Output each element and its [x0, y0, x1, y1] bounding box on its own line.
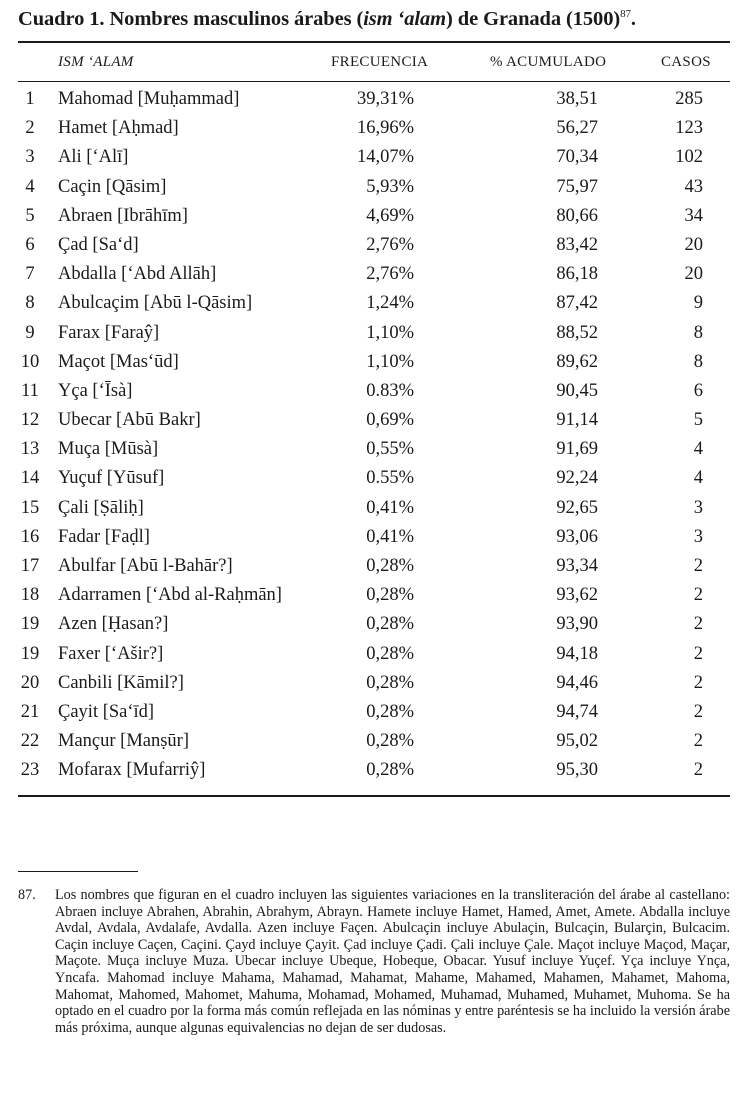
row-name: Yça [‘Īsà] — [58, 380, 133, 401]
row-number: 15 — [20, 497, 40, 518]
title-period: . — [630, 8, 636, 30]
title-text: Cuadro 1. Nombres masculinos árabes ( — [18, 8, 364, 30]
row-frecuencia: 39,31% — [356, 89, 414, 109]
row-acumulado: 80,66 — [556, 205, 598, 226]
row-name: Azen [Ḥasan?] — [58, 614, 169, 635]
row-frecuencia: 0,28% — [366, 556, 414, 576]
row-name: Abulcaçim [Abū l-Qāsim] — [58, 293, 253, 314]
row-number: 10 — [20, 351, 40, 372]
row-casos: 3 — [693, 497, 703, 518]
row-frecuencia: 0,28% — [366, 760, 414, 781]
footnote-text: Los nombres que figuran en el cuadro incluyen las siguientes variaciones en la transliteración del árabe al castellano: Abraen incluye Abrahen, Abrahin, Abrahym, Abrayn. Hamete incluye Hamet, Hamed, Amet, Amete. Abdalla incluye Avdal, Avdala, Avdalafe, Avdalla. Azen incluye Façen. Abulcaçin incluye Abulaçin, Bulcaçin, Bularçin, Bulcacim. Caçin incluye Caçen, Caçini. Çayd incluye Çayit. Çad incluye Çadi. Çali incluye Çale. Maçot incluye Maçod, Maçar, Maçote. Muça incluye Muza. Ubecar incluye Ubeque, Hobeque, Obacar. Yusuf incluye Yuçef. Yça incluye Ynça, Yncafa. Mahomad incluye Mahama, Mahamad, Mahamat, Mahame, Mahamed, Mahamen, Mahamet, Mahoma, Mahomat, Mahomed, Mahomet, Mahuma, Mohamad, Mohamed, Muhamad, Muhamed, Muhamet, Muhoma. Se ha optado en el cuadro por la forma más común reflejada en las nóminas y entre paréntesis se ha incluido la versión árabe más próxima, aunque algunas equivalencias no dejan de ser dudosas. — [55, 887, 730, 1036]
row-acumulado: 88,52 — [556, 322, 598, 343]
row-name: Muça [Mūsà] — [58, 439, 159, 460]
footnote-separator — [18, 871, 138, 872]
row-number: 19 — [20, 614, 40, 635]
row-casos: 20 — [684, 234, 703, 255]
table-row — [18, 87, 730, 116]
row-acumulado: 94,74 — [556, 701, 598, 722]
row-casos: 5 — [693, 410, 703, 431]
row-number: 9 — [25, 322, 35, 343]
row-frecuencia: 0,69% — [366, 410, 414, 431]
row-number: 20 — [20, 672, 40, 693]
row-name: Hamet [Aḥmad] — [58, 118, 179, 139]
table-row — [18, 700, 730, 729]
row-number: 12 — [20, 410, 40, 431]
row-frecuencia: 0,28% — [366, 672, 414, 693]
row-name: Fadar [Faḍl] — [58, 526, 150, 547]
table-row — [18, 291, 730, 320]
row-frecuencia: 0.55% — [366, 468, 414, 489]
title-italic-term: ism ‘alam — [363, 8, 447, 30]
table-row — [18, 525, 730, 554]
row-frecuencia: 4,69% — [366, 205, 414, 226]
row-casos: 20 — [684, 264, 703, 285]
row-acumulado: 93,62 — [556, 585, 598, 606]
row-casos: 2 — [693, 585, 703, 606]
row-casos: 2 — [693, 701, 703, 722]
row-frecuencia: 0,55% — [366, 439, 414, 460]
table-row — [18, 554, 730, 583]
row-number: 3 — [25, 147, 35, 168]
row-name: Farax [Faraŷ] — [58, 322, 160, 343]
row-number: 13 — [20, 439, 40, 460]
row-acumulado: 93,06 — [556, 526, 598, 547]
table-row — [18, 321, 730, 350]
table-bottom-rule — [18, 795, 730, 797]
row-name: Mahomad [Muḥammad] — [58, 89, 240, 109]
row-frecuencia: 2,76% — [366, 264, 414, 285]
row-acumulado: 95,30 — [556, 760, 598, 781]
row-number: 18 — [20, 585, 40, 606]
row-name: Mançur [Manṣūr] — [58, 731, 189, 752]
row-name: Çad [Sa‘d] — [58, 234, 139, 255]
footnote — [18, 887, 730, 1036]
row-casos: 3 — [693, 526, 703, 547]
row-name: Çali [Ṣāliḥ] — [58, 497, 144, 518]
row-acumulado: 93,90 — [556, 614, 598, 635]
row-acumulado: 87,42 — [556, 293, 598, 314]
row-acumulado: 90,45 — [556, 380, 598, 401]
table-row — [18, 466, 730, 495]
row-name: Abulfar [Abū l-Bahār?] — [58, 556, 233, 576]
table-row — [18, 262, 730, 291]
row-casos: 2 — [693, 672, 703, 693]
row-casos: 2 — [693, 731, 703, 752]
row-casos: 6 — [693, 380, 703, 401]
row-acumulado: 92,65 — [556, 497, 598, 518]
table-row — [18, 612, 730, 641]
row-name: Ubecar [Abū Bakr] — [58, 410, 201, 431]
row-casos: 8 — [693, 351, 703, 372]
table-row — [18, 671, 730, 700]
table-row — [18, 496, 730, 525]
row-frecuencia: 14,07% — [356, 147, 414, 168]
table-row — [18, 729, 730, 758]
row-number: 2 — [25, 118, 35, 139]
row-name: Faxer [‘Ašir?] — [58, 643, 164, 664]
row-frecuencia: 1,10% — [366, 351, 414, 372]
row-name: Mofarax [Mufarriŷ] — [58, 760, 206, 781]
row-number: 21 — [20, 701, 40, 722]
row-acumulado: 70,34 — [556, 147, 598, 168]
row-acumulado: 93,34 — [556, 556, 598, 576]
row-number: 19 — [20, 643, 40, 664]
row-number: 16 — [20, 526, 40, 547]
row-frecuencia: 1,10% — [366, 322, 414, 343]
table-row — [18, 233, 730, 262]
table-row — [18, 116, 730, 145]
row-casos: 2 — [693, 760, 703, 781]
header-casos: CASOS — [661, 54, 711, 70]
row-acumulado: 94,46 — [556, 672, 598, 693]
row-name: Çayit [Sa‘īd] — [58, 701, 155, 722]
row-casos: 2 — [693, 556, 703, 576]
header-ism-alam: ISM ‘ALAM — [58, 54, 134, 70]
row-casos: 4 — [693, 439, 703, 460]
row-number: 1 — [25, 89, 35, 109]
table-top-rule — [18, 41, 730, 43]
row-frecuencia: 0,28% — [366, 643, 414, 664]
row-casos: 4 — [693, 468, 703, 489]
row-acumulado: 83,42 — [556, 234, 598, 255]
table-row — [18, 204, 730, 233]
row-casos: 123 — [675, 118, 703, 139]
row-frecuencia: 0,28% — [366, 701, 414, 722]
table-row — [18, 408, 730, 437]
row-number: 22 — [20, 731, 40, 752]
row-number: 8 — [25, 293, 35, 314]
row-casos: 8 — [693, 322, 703, 343]
row-acumulado: 91,14 — [556, 410, 598, 431]
row-number: 17 — [20, 556, 40, 576]
row-casos: 2 — [693, 614, 703, 635]
table-row — [18, 379, 730, 408]
row-acumulado: 75,97 — [556, 176, 598, 197]
table-row — [18, 437, 730, 466]
row-frecuencia: 0,28% — [366, 731, 414, 752]
row-acumulado: 38,51 — [556, 89, 598, 109]
table-row — [18, 758, 730, 787]
table-row — [18, 175, 730, 204]
table-header-rule — [18, 81, 730, 82]
table-body — [18, 87, 730, 788]
row-frecuencia: 16,96% — [356, 118, 414, 139]
footnote-number: 87. — [18, 887, 36, 903]
row-frecuencia: 0.83% — [366, 380, 414, 401]
row-casos: 2 — [693, 643, 703, 664]
row-name: Caçin [Qāsim] — [58, 176, 167, 197]
row-acumulado: 95,02 — [556, 731, 598, 752]
row-acumulado: 94,18 — [556, 643, 598, 664]
row-number: 7 — [25, 264, 35, 285]
footnote-reference[interactable]: 87 — [620, 8, 631, 20]
row-frecuencia: 2,76% — [366, 234, 414, 255]
row-number: 14 — [20, 468, 40, 489]
row-name: Ali [‘Alī] — [58, 147, 129, 168]
row-frecuencia: 1,24% — [366, 293, 414, 314]
row-casos: 285 — [675, 89, 703, 109]
row-name: Abraen [Ibrāhīm] — [58, 205, 188, 226]
row-acumulado: 56,27 — [556, 118, 598, 139]
row-casos: 102 — [675, 147, 703, 168]
title-text-end: ) de Granada (1500) — [446, 8, 621, 30]
row-acumulado: 89,62 — [556, 351, 598, 372]
row-name: Adarramen [‘Abd al-Raḥmān] — [58, 585, 282, 606]
table-row — [18, 583, 730, 612]
table-row — [18, 145, 730, 174]
row-frecuencia: 0,28% — [366, 585, 414, 606]
row-frecuencia: 0,41% — [366, 526, 414, 547]
row-acumulado: 91,69 — [556, 439, 598, 460]
row-acumulado: 92,24 — [556, 468, 598, 489]
table-row — [18, 350, 730, 379]
row-number: 6 — [25, 234, 35, 255]
table-row — [18, 642, 730, 671]
table-title — [18, 8, 730, 31]
header-frecuencia: FRECUENCIA — [331, 54, 429, 70]
row-frecuencia: 0,41% — [366, 497, 414, 518]
row-frecuencia: 0,28% — [366, 614, 414, 635]
row-casos: 43 — [684, 176, 703, 197]
row-casos: 9 — [693, 293, 703, 314]
row-number: 4 — [25, 176, 35, 197]
row-name: Abdalla [‘Abd Allāh] — [58, 264, 217, 285]
header-acumulado: % ACUMULADO — [490, 54, 607, 70]
row-frecuencia: 5,93% — [366, 176, 414, 197]
row-number: 23 — [20, 760, 40, 781]
row-number: 5 — [25, 205, 35, 226]
row-number: 11 — [21, 380, 39, 401]
row-name: Maçot [Mas‘ūd] — [58, 351, 179, 372]
row-acumulado: 86,18 — [556, 264, 598, 285]
row-name: Canbili [Kāmil?] — [58, 672, 184, 693]
row-casos: 34 — [684, 205, 703, 226]
row-name: Yuçuf [Yūsuf] — [58, 468, 165, 489]
